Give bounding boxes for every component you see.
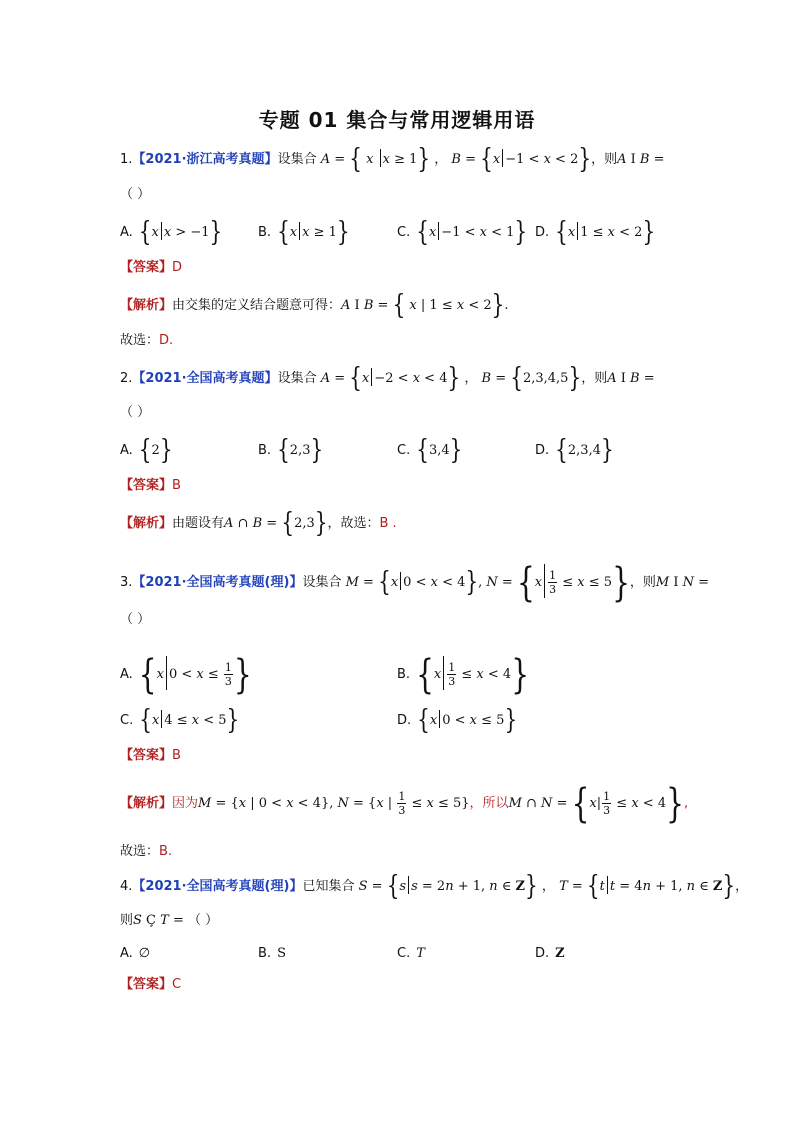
answer-value: B bbox=[172, 478, 181, 493]
question-source-tag: 【2021·全国高考真题】 bbox=[132, 371, 278, 386]
option-d: D. {x 1 ≤ x < 2} bbox=[535, 214, 656, 248]
question-source-tag: 【2021·全国高考真题(理)】 bbox=[132, 879, 303, 894]
set-T-expression: T = {t t = 4n + 1, n ∈ Z} bbox=[559, 868, 736, 902]
answer-parentheses: （ ） bbox=[120, 405, 151, 420]
analysis-line: 【解析】由交集的定义结合题意可得：A I B = { x | 1 ≤ x < 2}. bbox=[120, 287, 509, 321]
question-1-stem: 1.【2021·浙江高考真题】设集合 A = { x x ≥ 1} ， B = {x −1 < x < 2}，则A I B = bbox=[120, 141, 665, 175]
answer-line: 【答案】C bbox=[120, 977, 182, 992]
analysis-expression: A ∩ B = {2,3} bbox=[224, 505, 328, 539]
option-b: B. {x x ≥ 1} bbox=[258, 214, 350, 248]
option-c: C. {x −1 < x < 1} bbox=[397, 214, 528, 248]
answer-line: 【答案】B bbox=[120, 478, 181, 493]
option-c: C. {x 4 ≤ x < 5} bbox=[120, 702, 240, 736]
question-text: 已知集合 bbox=[302, 879, 355, 894]
question-text: 设集合 bbox=[277, 152, 317, 167]
answer-line: 【答案】B bbox=[120, 748, 181, 763]
option-a: A. ∅ bbox=[120, 946, 151, 961]
page-title: 专题 01 集合与常用逻辑用语 bbox=[258, 108, 536, 132]
answer-value: B bbox=[172, 748, 181, 763]
question-2-stem: 2.【2021·全国高考真题】设集合 A = {x −2 < x < 4} ， B = {2,3,4,5}，则A I B = bbox=[120, 360, 655, 394]
intersection-expression: S Ç T = bbox=[133, 913, 188, 928]
analysis-line: 【解析】因为M = {x | 0 < x < 4}, N = {x | $\frac{1}{3}$ ≤ x ≤ 5}，所以M ∩ N = {x| $\frac{1}{3}$ ≤ x < 4}, bbox=[120, 779, 689, 828]
question-source-tag: 【2021·全国高考真题(理)】 bbox=[132, 575, 303, 590]
set-S-expression: S = {s s = 2n + 1, n ∈ Z} bbox=[358, 868, 538, 902]
question-3-stem: 3.【2021·全国高考真题(理)】设集合 M = {x 0 < x < 4}, N = {x $\frac{1}{3}$ ≤ x ≤ 5}，则M I N = bbox=[120, 558, 710, 607]
question-number: 3. bbox=[120, 575, 133, 590]
option-a: A. {x 0 < x ≤ $\frac{1}{3}$ } bbox=[120, 650, 252, 699]
answer-value: D bbox=[172, 260, 183, 275]
question-text: 设集合 bbox=[302, 575, 342, 590]
option-d: D. {2,3,4} bbox=[535, 432, 614, 466]
option-b: B. {2,3} bbox=[258, 432, 324, 466]
question-4-stem: 4.【2021·全国高考真题(理)】已知集合 S = {s s = 2n + 1, n ∈ Z} ， T = {t t = 4n + 1, n ∈ Z}， bbox=[120, 868, 749, 902]
option-b: B. {x $\frac{1}{3}$ ≤ x < 4} bbox=[397, 650, 530, 699]
question-number: 2. bbox=[120, 371, 133, 386]
set-A-expression: A = {x −2 < x < 4} bbox=[320, 360, 461, 394]
analysis-expression: A I B = { x | 1 ≤ x < 2}. bbox=[341, 287, 509, 321]
option-d: D. Z bbox=[535, 946, 565, 961]
question-number: 4. bbox=[120, 879, 133, 894]
set-A-expression: A = { x x ≥ 1} bbox=[320, 141, 431, 175]
question-text: 设集合 bbox=[277, 371, 317, 386]
answer-parentheses: （ ） bbox=[120, 187, 151, 202]
option-a: A. {2} bbox=[120, 432, 173, 466]
set-B-expression: B = {2,3,4,5} bbox=[481, 360, 582, 394]
answer-parentheses: （ ） bbox=[120, 612, 151, 627]
intersection-expression: A I B = bbox=[617, 152, 665, 167]
analysis-result-expression: M ∩ N = {x| $\frac{1}{3}$ ≤ x < 4} bbox=[508, 779, 684, 828]
answer-line: 【答案】D bbox=[120, 260, 183, 275]
question-4-ask: 则S Ç T = （ ） bbox=[120, 913, 219, 928]
analysis-expression: M = {x | 0 < x < 4}, N = {x | $\frac{1}{3}$ ≤ x ≤ 5} bbox=[198, 790, 470, 817]
conclusion-line: 故选：D. bbox=[120, 333, 174, 348]
intersection-expression: M I N = bbox=[655, 575, 710, 590]
question-number: 1. bbox=[120, 152, 133, 167]
option-c: C. {3,4} bbox=[397, 432, 463, 466]
option-a: A. {x x > −1} bbox=[120, 214, 223, 248]
intersection-expression: A I B = bbox=[607, 371, 655, 386]
set-M-expression: M = {x 0 < x < 4}, N = {x $\frac{1}{3}$ ≤ x ≤ 5} bbox=[345, 558, 630, 607]
question-source-tag: 【2021·浙江高考真题】 bbox=[132, 152, 278, 167]
option-c: C. T bbox=[397, 946, 425, 961]
option-b: B. S bbox=[258, 946, 286, 961]
conclusion-line: 故选：B. bbox=[120, 844, 173, 859]
set-B-expression: B = {x −1 < x < 2} bbox=[451, 141, 592, 175]
analysis-line: 【解析】由题设有A ∩ B = {2,3}，故选：B . bbox=[120, 505, 397, 539]
answer-value: C bbox=[172, 977, 182, 992]
option-d: D. {x 0 < x ≤ 5} bbox=[397, 702, 518, 736]
